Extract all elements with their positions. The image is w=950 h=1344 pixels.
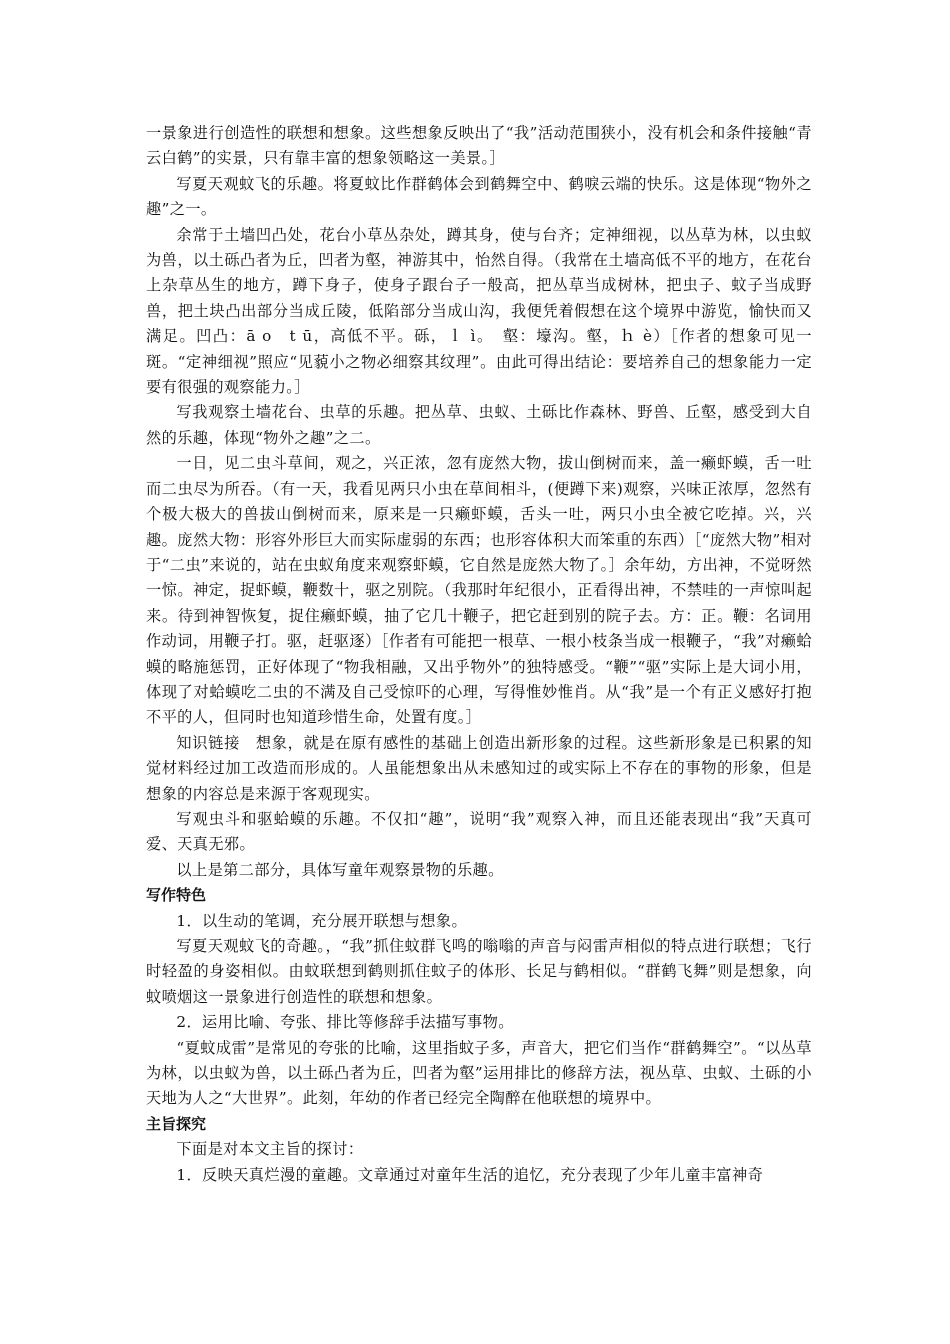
paragraph-insect-fight-fun: 写观虫斗和驱蛤蟆的乐趣。不仅扣“趣”，说明“我”观察入神，而且还能表现出“我”天真可爱、天真无邪。	[146, 809, 812, 854]
paragraph-insect-fight-passage: 一日，见二虫斗草间，观之，兴正浓，忽有庞然大物，拔山倒树而来，盖一癞虾蟆，舌一吐而二虫尽为所吞。（有一天，我看见两只小虫在草间相斗，(便蹲下来)观察，兴味正浓厚，忽然有个极大极大的兽拔山倒树而来，原来是一只癞虾蟆，舌头一吐，两只小虫全被它吃掉。兴，兴趣。庞然大物：形容外形巨大而实际虚弱的东西；也形容体积大而笨重的东西）［“庞然大物”相对于“二虫”来说的，站在虫蚁角度来观察虾蟆，它自然是庞然大物了。］余年幼，方出神，不觉呀然一惊。神定，捉虾蟆，鞭数十，驱之别院。（我那时年纪很小，正看得出神，不禁哇的一声惊叫起来。待到神智恢复，捉住癞虾蟆，抽了它几十鞭子，把它赶到别的院子去。方：正。鞭：名词用作动词，用鞭子打。驱，赶驱逐）［作者有可能把一根草、一根小枝条当成一根鞭子，“我”对癞蛤蟆的略施惩罚，正好体现了“物我相融，又出乎物外”的独特感受。“鞭”“驱”实际上是大词小用，体现了对蛤蟆吃二虫的不满及自己受惊吓的心理，写得惟妙惟肖。从“我”是一个有正义感好打抱不平的人，但同时也知道珍惜生命，处置有度。］	[146, 454, 812, 727]
paragraph-knowledge-link: 知识链接 想象，就是在原有感性的基础上创造出新形象的过程。这些新形象是已积累的知觉材料经过加工改造而形成的。人虽能想象出从未感知过的或实际上不存在的事物的形象，但是想象的内容总是来源于客观现实。	[146, 733, 812, 803]
paragraph-feature-1-detail: 写夏天观蚊飞的奇趣。，“我”抓住蚊群飞鸣的嗡嗡的声音与闷雷声相似的特点进行联想；飞行时轻盈的身姿相似。由蚊联想到鹤则抓住蚊子的体形、长足与鹤相似。“群鹤飞舞”则是想象，向蚊喷烟这一景象进行创造性的联想和想象。	[146, 937, 812, 1006]
section-heading-writing-features: 写作特色	[146, 886, 207, 905]
paragraph-feature-2: 2．运用比喻、夸张、排比等修辞手法描写事物。	[176, 1013, 514, 1032]
paragraph-feature-2-detail: “夏蚊成雷”是常见的夸张的比喻，这里指蚊子多，声音大，把它们当作“群鹤舞空”。“以丛草为林，以虫蚁为兽，以土砾凸者为丘，凹者为壑”运用排比的修辞方法，视丛草、虫蚁、土砾的小天地为人之“大世界”。此刻，年幼的作者已经完全陶醉在他联想的境界中。	[146, 1038, 812, 1108]
document-page	[146, 121, 812, 1188]
paragraph-flower-terrace-fun: 写我观察土墙花台、虫草的乐趣。把丛草、虫蚁、土砾比作森林、野兽、丘壑，感受到大自然的乐趣，体现“物外之趣”之二。	[146, 403, 812, 447]
section-heading-theme: 主旨探究	[146, 1114, 207, 1133]
paragraph-theme-1: 1．反映天真烂漫的童趣。文章通过对童年生活的追忆，充分表现了少年儿童丰富神奇	[176, 1165, 764, 1184]
paragraph-feature-1: 1．以生动的笔调，充分展开联想与想象。	[176, 911, 468, 930]
paragraph-part-two-summary: 以上是第二部分，具体写童年观察景物的乐趣。	[176, 860, 504, 879]
paragraph-summer-mosquito-fun: 写夏天观蚊飞的乐趣。将夏蚊比作群鹤体会到鹤舞空中、鹤唳云端的快乐。这是体现“物外之趣”之一。	[146, 174, 812, 219]
paragraph-earth-wall-passage: 余常于土墙凹凸处，花台小草丛杂处，蹲其身，使与台齐；定神细视，以丛草为林，以虫蚁为兽，以土砾凸者为丘，凹者为壑，神游其中，怡然自得。（我常在土墙高低不平的地方，在花台上杂草丛生的地方，蹲下身子，使身子跟台子一般高，把丛草当成树林，把虫子、蚊子当成野兽，把土块凸出部分当成丘陵，低陷部分当成山沟，我便凭着假想在这个境界中游览，愉快而又满足。凹凸：ā o t ū，高低不平。砾，ｌ ì。 壑：壕沟。壑，ｈ è）［作者的想象可见一斑。“定神细视”照应“见藐小之物必细察其纹理”。由此可得出结论：要培养自己的想象能力一定要有很强的观察能力。］	[146, 225, 812, 397]
paragraph-theme-intro: 下面是对本文主旨的探讨：	[176, 1140, 364, 1159]
paragraph-continuation: 一景象进行创造性的联想和想象。这些想象反映出了“我”活动范围狭小，没有机会和条件接触“青云白鹤”的实景，只有靠丰富的想象领略这一美景。］	[146, 124, 812, 168]
